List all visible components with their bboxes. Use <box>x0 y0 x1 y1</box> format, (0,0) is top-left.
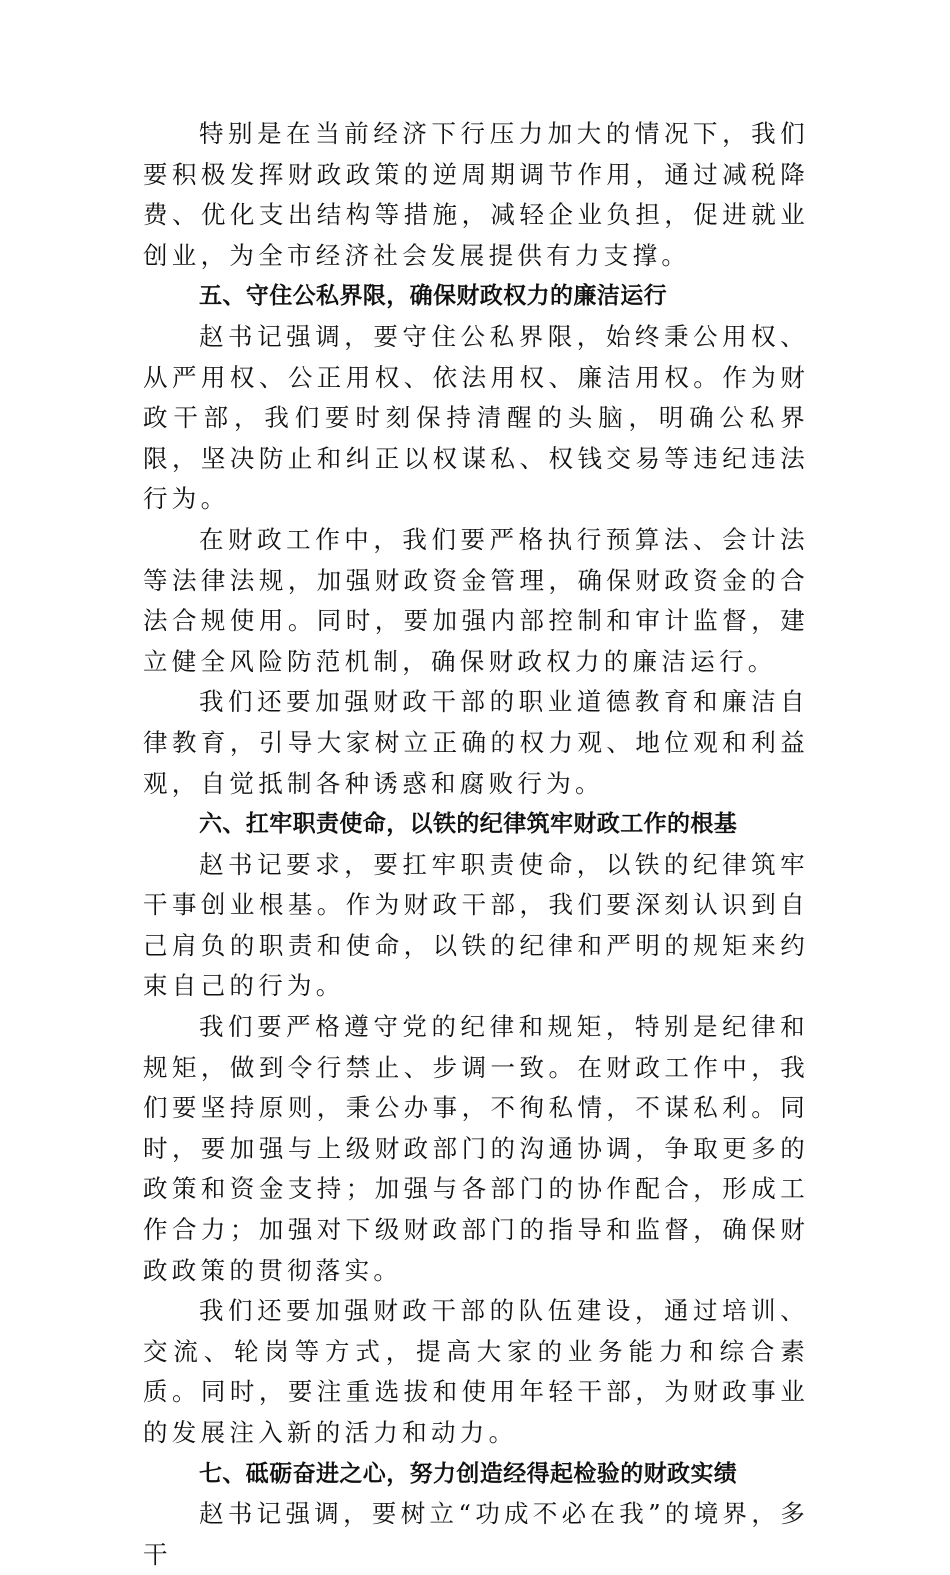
paragraph-team-building: 我们还要加强财政干部的队伍建设，通过培训、交流、轮岗等方式，提高大家的业务能力和综合素质。同时，要注重选拔和使用年轻干部，为财政事业的发展注入新的活力和动力。 <box>143 1296 809 1447</box>
section-heading-6: 六、扛牢职责使命，以铁的纪律筑牢财政工作的根基 <box>199 811 738 838</box>
section-heading-7: 七、砥砺奋进之心，努力创造经得起检验的财政实绩 <box>199 1460 738 1487</box>
paragraph-fund-management: 在财政工作中，我们要严格执行预算法、会计法等法律法规，加强财政资金管理，确保财政资金的合法合规使用。同时，要加强内部控制和审计监督，建立健全风险防范机制，确保财政权力的廉洁运行。 <box>143 524 809 676</box>
paragraph-economic-support: 特别是在当前经济下行压力加大的情况下，我们要积极发挥财政政策的逆周期调节作用，通过减税降费、优化支出结构等措施，减轻企业负担，促进就业创业，为全市经济社会发展提供有力支撑。 <box>143 119 809 270</box>
paragraph-ethics-education: 我们还要加强财政干部的职业道德教育和廉洁自律教育，引导大家树立正确的权力观、地位观和利益观，自觉抵制各种诱惑和腐败行为。 <box>143 687 809 798</box>
section-heading-5: 五、守住公私界限，确保财政权力的廉洁运行 <box>199 283 667 310</box>
paragraph-achievement: 赵书记强调，要树立“功成不必在我”的境界，多干 <box>143 1499 809 1569</box>
paragraph-duty-mission: 赵书记要求，要扛牢职责使命，以铁的纪律筑牢干事创业根基。作为财政干部，我们要深刻认识到自己肩负的职责和使命，以铁的纪律和严明的规矩来约束自己的行为。 <box>143 849 809 1001</box>
document-body <box>143 114 809 1575</box>
paragraph-public-private-boundary: 赵书记强调，要守住公私界限，始终秉公用权、从严用权、公正用权、依法用权、廉洁用权。作为财政干部，我们要时刻保持清醒的头脑，明确公私界限，坚决防止和纠正以权谋私、权钱交易等违纪违法行为。 <box>143 321 809 514</box>
paragraph-party-discipline: 我们要严格遵守党的纪律和规矩，特别是纪律和规矩，做到令行禁止、步调一致。在财政工作中，我们要坚持原则，秉公办事，不徇私情，不谋私利。同时，要加强与上级财政部门的沟通协调，争取更多的政策和资金支持；加强与各部门的协作配合，形成工作合力；加强对下级财政部门的指导和监督，确保财政政策的贯彻落实。 <box>143 1012 809 1285</box>
